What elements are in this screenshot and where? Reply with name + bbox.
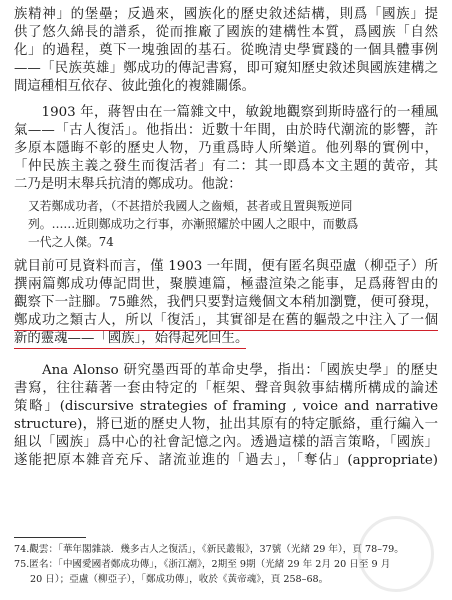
- body-line-highlighted: 新的靈魂——「國族」，始得起死回生。: [14, 331, 249, 346]
- body-line: 多原本隱晦不彰的歷史人物，乃重爲時人所樂道。他列舉的實例中，: [14, 141, 438, 156]
- body-line: 族精神」的堡壘；反過來，國族化的歷史敘述結構，則爲「國族」提: [14, 7, 438, 22]
- body-line: 化」的過程，奠下一塊強固的基石。從晚清史學實踐的一個具體事例: [14, 43, 438, 58]
- footnote: 20 日）；亞盧（柳亞子），「鄭成功傳」，收於《黃帝魂》，頁 258–68。: [30, 574, 329, 585]
- body-line: 遂能把原本雜音充斥、諸流並進的「過去」，「奪佔」(appropriate): [14, 453, 438, 468]
- body-line: 氣——「古人復活」。他指出：近數十年間，由於時代潮流的影響，許: [14, 123, 438, 138]
- body-line: 就目前可見資料而言，僅 1903 一年間，便有匿名與亞盧（柳亞子）所: [14, 259, 438, 274]
- block-quote-line: 列。……近則鄭成功之行事，亦漸照耀於中國人之眼中，而數爲: [28, 217, 359, 231]
- block-quote-line: 一代之人傑。74: [28, 235, 114, 249]
- block-quote-line: 又若鄭成功者，（不甚措於我國人之齒頰，甚者或且置與叛逆同: [28, 199, 353, 213]
- body-line: 1903 年，蔣智由在一篇雜文中，敏銳地觀察到斯時盛行的一種風: [14, 105, 438, 120]
- body-line: 觀察下一註腳。75雖然，我們只要對這幾個文本稍加瀏覽，便可發現，: [14, 295, 438, 310]
- body-line: 供了悠久綿長的譜系，從而推廠了國族的建構性本質，爲國族「自然: [14, 25, 438, 40]
- body-line: 策略」(discursive strategies of framing , voice and narrative: [14, 399, 438, 414]
- body-line: structure)，將已逝的歷史人物，扯出其原有的特定脈絡，重行編入一: [14, 417, 438, 432]
- watermark-logo: [358, 516, 434, 592]
- red-underline: [14, 348, 246, 349]
- body-line: 二乃是明末舉兵抗清的鄭成功。他說：: [14, 177, 242, 192]
- body-line: 組以「國族」爲中心的社會記憶之內。透過這樣的語言策略，「國族」: [14, 435, 438, 450]
- body-line: Ana Alonso 研究墨西哥的革命史學，指出：「國族史學」的歷史: [14, 363, 438, 378]
- body-line: 「仲民族主義之發生而復活者」有二：其一即爲本文主題的黃帝，其: [14, 159, 438, 174]
- footnote: 75.匿名：「中國愛國者鄭成功傳」，《浙江潮》，2期至 9期（光緒 29 年 2月 20 日至 9 月: [14, 559, 391, 570]
- body-line: 書寫，往往藉著一套由特定的「框架、聲音與敘事結構所構成的論述: [14, 381, 438, 396]
- body-line: 撰兩篇鄭成功傳記問世，聚膜連篇，極盡渲染之能事，足爲蔣智由的: [14, 277, 438, 292]
- red-underline: [14, 330, 438, 331]
- body-line: ——「民族英雄」鄭成功的傳記書寫，即可窺知歷史敘述與國族建構之: [14, 61, 438, 76]
- footnote: 74.觀雲：「華年閣雜談．幾多古人之復活」，《新民叢報》，37號（光緒 29 年），頁 78–79。: [14, 544, 404, 555]
- body-line: 間這種相互依存、彼此強化的複雜關係。: [14, 79, 256, 94]
- body-line-highlighted: 鄭成功之類古人，所以「復活」，其實卻是在舊的軀殼之中注入了一個: [14, 313, 438, 328]
- footnote-rule: [14, 537, 86, 538]
